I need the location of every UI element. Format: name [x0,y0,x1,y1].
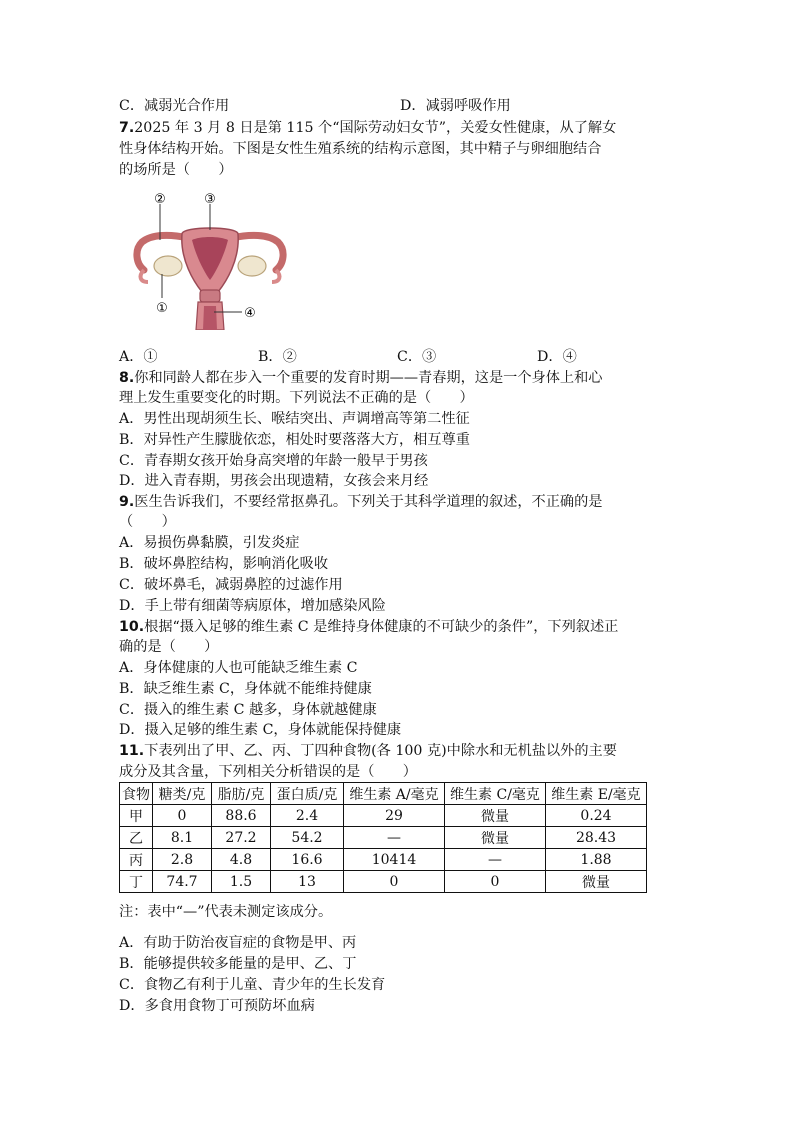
q8-option-c[interactable]: C．青春期女孩开始身高突增的年龄一般早于男孩 [119,453,428,469]
table-cell: 8.1 [153,827,212,849]
q11-option-c[interactable]: C．食物乙有利于儿童、青少年的生长发育 [119,977,386,993]
table-row [120,805,647,827]
q11-option-a[interactable]: A．有助于防治夜盲症的食物是甲、丙 [119,935,357,951]
table-cell: 29 [344,805,445,827]
q7-option-b[interactable]: B．② [258,349,297,365]
q10-stem-line-1 [119,617,618,637]
q8-option-a[interactable]: A．男性出现胡须生长、喉结突出、声调增高等第二性征 [119,411,470,427]
table-cell: 微量 [445,827,546,849]
q7-stem-line-1 [119,118,616,138]
q7-stem-line-2: 性身体结构开始。下图是女性生殖系统的结构示意图，其中精子与卵细胞结合 [119,141,602,157]
table-cell: 54.2 [271,827,344,849]
q7-text-1: 2025 年 3 月 8 日是第 115 个“国际劳动妇女节”，关爱女性健康，从了解女 [134,120,617,136]
table-cell: 0 [445,871,546,893]
female-reproductive-system-diagram [130,190,290,330]
table-cell: 1.5 [212,871,271,893]
q10-number: 10. [119,619,145,635]
nutrition-table [119,782,647,893]
q11-stem-line-1 [119,741,617,761]
table-cell: 微量 [546,871,647,893]
q11-option-d[interactable]: D．多食用食物丁可预防坏血病 [119,998,315,1014]
q8-stem-line-2: 理上发生重要变化的时期。下列说法不正确的是（ ） [119,390,474,406]
vaginal-canal [203,306,217,330]
q11-number: 11. [119,743,145,759]
cervix [200,290,220,302]
q11-stem-line-2: 成分及其含量，下列相关分析错误的是（ ） [119,764,417,780]
table-cell: 丁 [120,871,153,893]
q7-option-a[interactable]: A．① [119,349,158,365]
q8-stem-line-1 [119,368,602,388]
table-row [120,871,647,893]
table-cell: 甲 [120,805,153,827]
q7-stem-line-3: 的场所是（ ） [119,162,233,178]
q6-option-c[interactable]: C．减弱光合作用 [119,98,230,114]
q9-stem-line-2: （ ） [119,514,176,530]
table-cell: 28.43 [546,827,647,849]
table-cell: 88.6 [212,805,271,827]
q9-stem-line-1 [119,492,602,512]
q8-number: 8. [119,370,135,386]
q8-option-b[interactable]: B．对异性产生朦胧依恋，相处时要落落大方，相互尊重 [119,432,470,448]
table-header-cell: 脂肪/克 [212,783,271,805]
q10-option-c[interactable]: C．摄入的维生素 C 越多，身体就越健康 [119,702,377,718]
table-cell: 2.4 [271,805,344,827]
table-header-cell: 维生素 A/毫克 [344,783,445,805]
table-cell: 乙 [120,827,153,849]
table-cell: 2.8 [153,849,212,871]
q7-number: 7. [119,120,135,136]
q7-option-d[interactable]: D．④ [537,349,577,365]
table-header-row [120,783,647,805]
q8-text-1: 你和同龄人都在步入一个重要的发育时期——青春期，这是一个身体上和心 [134,370,603,386]
q9-option-b[interactable]: B．破坏鼻腔结构，影响消化吸收 [119,556,329,572]
table-cell: 1.88 [546,849,647,871]
q9-option-c[interactable]: C．破坏鼻毛，减弱鼻腔的过滤作用 [119,577,343,593]
q11-table-note: 注：表中“—”代表未测定该成分。 [119,904,333,920]
table-cell: 10414 [344,849,445,871]
q9-option-a[interactable]: A．易损伤鼻黏膜，引发炎症 [119,535,300,551]
table-cell: — [344,827,445,849]
table-header-cell: 糖类/克 [153,783,212,805]
table-cell: 74.7 [153,871,212,893]
q8-option-d[interactable]: D．进入青春期，男孩会出现遗精，女孩会来月经 [119,473,429,489]
table-cell: 4.8 [212,849,271,871]
table-cell: 0 [153,805,212,827]
table-header-cell: 维生素 E/毫克 [546,783,647,805]
left-ovary [154,256,182,276]
table-cell: 丙 [120,849,153,871]
q7-option-c[interactable]: C．③ [397,349,437,365]
q10-stem-line-2: 确的是（ ） [119,639,219,655]
q10-option-a[interactable]: A．身体健康的人也可能缺乏维生素 C [119,660,358,676]
table-cell: 27.2 [212,827,271,849]
q9-number: 9. [119,494,135,510]
q10-option-b[interactable]: B．缺乏维生素 C，身体就不能维持健康 [119,681,372,697]
table-row [120,849,647,871]
figure-label-3: ③ [204,192,216,207]
table-cell: 0 [344,871,445,893]
table-cell: — [445,849,546,871]
figure-label-1: ① [156,301,168,316]
table-header-cell: 维生素 C/毫克 [445,783,546,805]
q9-text-1: 医生告诉我们，不要经常抠鼻孔。下列关于其科学道理的叙述，不正确的是 [134,494,603,510]
q10-option-d[interactable]: D．摄入足够的维生素 C，身体就能保持健康 [119,722,402,738]
table-row [120,827,647,849]
figure-label-4: ④ [244,306,256,321]
table-cell: 16.6 [271,849,344,871]
right-ovary [238,256,266,276]
q11-text-1: 下表列出了甲、乙、丙、丁四种食物(各 100 克)中除水和无机盐以外的主要 [144,743,617,759]
q9-option-d[interactable]: D．手上带有细菌等病原体，增加感染风险 [119,598,386,614]
q6-option-d[interactable]: D．减弱呼吸作用 [400,98,511,114]
table-cell: 微量 [445,805,546,827]
q11-option-b[interactable]: B．能够提供较多能量的是甲、乙、丁 [119,956,357,972]
table-header-cell: 食物 [120,783,153,805]
table-cell: 0.24 [546,805,647,827]
table-header-cell: 蛋白质/克 [271,783,344,805]
table-cell: 13 [271,871,344,893]
q10-text-1: 根据“摄入足够的维生素 C 是维持身体健康的不可缺少的条件”，下列叙述正 [144,619,619,635]
figure-label-2: ② [154,192,166,207]
